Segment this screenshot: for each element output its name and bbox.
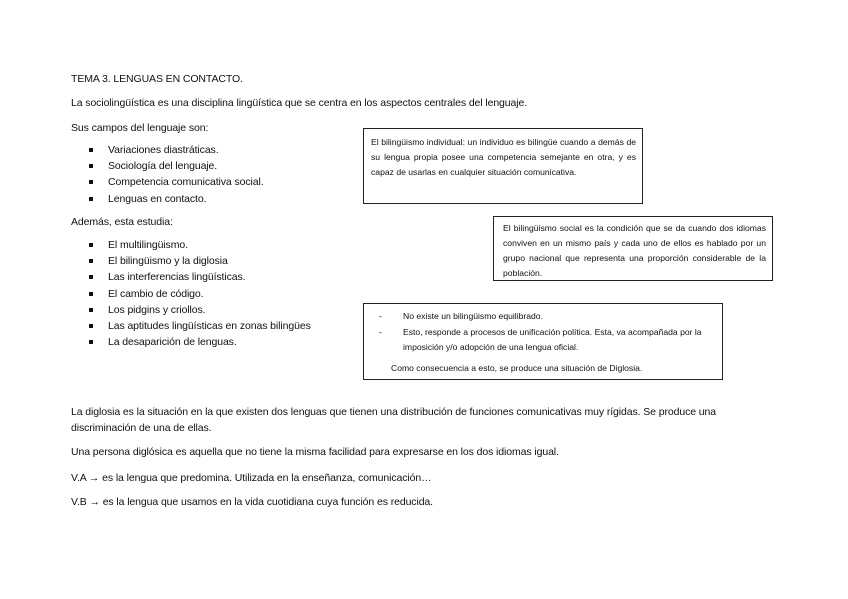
campos-list (87, 142, 264, 207)
diglosia-causes-list (371, 309, 714, 356)
variedad-b: V.B → es la lengua que usamos en la vida cuotidiana cuya función es reducida. (71, 496, 433, 508)
bilinguismo-social-text: El bilingüismo social es la condición que se da cuando dos idiomas conviven en un mismo país y cada uno de ellos es hablado por un grupo nacional que representa una proporción considerable de la población. (503, 223, 766, 278)
diglosia-causes-box (363, 303, 723, 380)
list-item: El multilingüismo. (87, 237, 311, 253)
campos-heading: Sus campos del lenguaje son: (71, 122, 209, 134)
list-item: Competencia comunicativa social. (87, 174, 264, 190)
bilinguismo-social-box (493, 216, 773, 281)
list-item: Sociología del lenguaje. (87, 158, 264, 174)
list-item: Las aptitudes lingüísticas en zonas bilingües (87, 318, 311, 334)
estudia-list (87, 237, 311, 350)
estudia-heading: Además, esta estudia: (71, 216, 173, 228)
list-item: Lenguas en contacto. (87, 191, 264, 207)
list-item: El cambio de código. (87, 286, 311, 302)
list-item: La desaparición de lenguas. (87, 334, 311, 350)
list-item: - No existe un bilingüismo equilibrado. (371, 309, 714, 325)
variedad-a: V.A → es la lengua que predomina. Utilizada en la enseñanza, comunicación… (71, 472, 432, 484)
bilinguismo-individual-text: El bilingüismo individual: un individuo es bilingüe cuando a demás de su lengua propia posee una competencia semejante en otra, y es capaz de usarlas en cualquier situación comunicativa. (371, 137, 636, 177)
list-item: Los pidgins y criollos. (87, 302, 311, 318)
list-item: Las interferencias lingüísticas. (87, 269, 311, 285)
persona-diglosica: Una persona diglósica es aquella que no tiene la misma facilidad para expresarse en los dos idiomas igual. (71, 446, 559, 458)
diglosia-conclusion: Como consecuencia a esto, se produce una situación de Diglosia. (391, 362, 643, 373)
list-item: El bilingüismo y la diglosia (87, 253, 311, 269)
diglosia-definition: La diglosia es la situación en la que existen dos lenguas que tienen una distribución de funciones comunicativas muy rígidas. Se produce una discriminación de una de ellas. (71, 406, 717, 434)
list-item: - Esto, responde a procesos de unificación política. Esta, va acompañada por la imposición y/o adopción de una lengua oficial. (371, 325, 714, 356)
intro-paragraph: La sociolingüística es una disciplina lingüística que se centra en los aspectos centrales del lenguaje. (71, 97, 528, 109)
bilinguismo-individual-box (363, 128, 643, 204)
document-title: TEMA 3. LENGUAS EN CONTACTO. (71, 73, 243, 85)
list-item: Variaciones diastráticas. (87, 142, 264, 158)
